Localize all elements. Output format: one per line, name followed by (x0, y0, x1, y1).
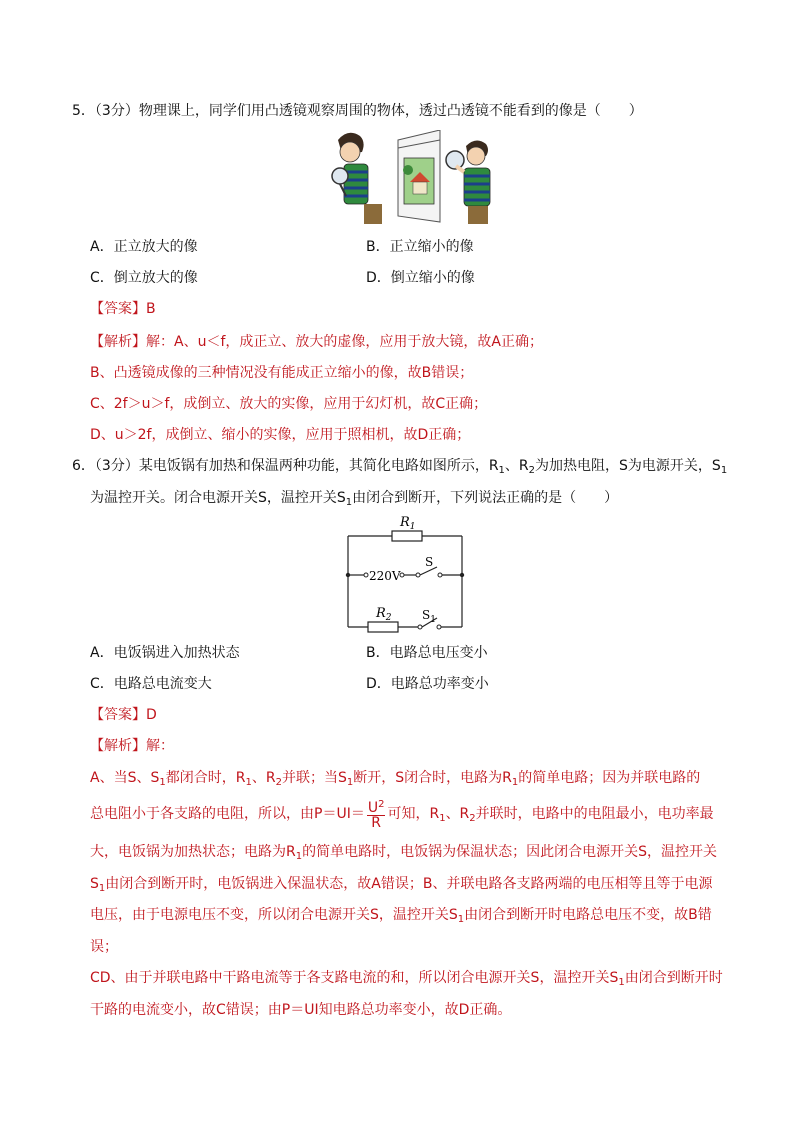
q6-stem-part: 为加热电阻，S为电源开关，S (535, 458, 721, 474)
q6-analysis-line-5 (90, 905, 712, 930)
subscript: 1 (511, 777, 519, 788)
label-s1: $S_1$ (422, 608, 436, 625)
q6-text: 的简单电路；因为并联电路的 (518, 770, 701, 786)
subscript: 1 (295, 851, 303, 862)
q6-text: 并联时，电路中的电阻最小，电功率最 (475, 806, 714, 822)
subscript: 2 (469, 813, 476, 824)
q6-stem-part: 由闭合到断开，下列说法正确的是（ ） (352, 490, 619, 506)
window (398, 130, 440, 222)
power-formula-fraction (367, 798, 386, 830)
q6-text: S (90, 876, 99, 892)
q5-analysis-3: C、2f＞u＞f，成倒立、放大的实像，应用于幻灯机，故C正确； (90, 396, 488, 412)
frac-exponent: 2 (378, 799, 385, 810)
q6-option-a: A．电饭锅进入加热状态 (90, 645, 240, 661)
label-r2: $R_2$ (376, 606, 392, 623)
q6-text: 由闭合到断开时电路总电压不变，故B错 (464, 907, 712, 923)
subscript: 1 (245, 777, 252, 788)
q6-analysis-line-8: 干路的电流变小，故C错误；由P＝UI知电路总功率变小，故D正确。 (90, 1002, 512, 1018)
subscript: 1 (618, 977, 625, 988)
q6-text: 、R (445, 806, 470, 822)
q6-text: 总电阻小于各支路的电阻，所以，由P＝UI＝ (90, 806, 365, 822)
q6-text: 的简单电路时，电饭锅为保温状态；因此闭合电源开关S，温控开关 (302, 844, 717, 860)
subscript: 1 (457, 914, 465, 925)
q6-text: 大，电饭锅为加热状态；电路为R (90, 844, 296, 860)
subscript: 1 (498, 465, 505, 476)
subscript: 2 (275, 777, 282, 788)
q6-stem-part: 为温控开关。闭合电源开关S，温控开关S (90, 490, 346, 506)
q6-text: 电压，由于电源电压不变，所以闭合电源开关S，温控开关S (90, 907, 458, 923)
subscript: 2 (528, 465, 536, 476)
q6-text: 由闭合到断开时 (624, 970, 723, 986)
resistor-r1 (392, 531, 422, 541)
q6-analysis-line-3 (90, 842, 717, 867)
subscript: 1 (346, 777, 354, 788)
q6-text: 可知，R (387, 806, 440, 822)
q6-stem-part: 、R (504, 458, 529, 474)
subscript: 1 (439, 813, 446, 824)
q5-analysis-label: 【解析】 (90, 334, 146, 350)
q5-answer-value: B (146, 301, 156, 317)
q6-analysis-head-text: 解： (146, 738, 174, 754)
q6-text: CD、由于并联电路中干路电流等于各支路电流的和，所以闭合电源开关S，温控开关S (90, 970, 619, 986)
q6-option-b: B．电路总电压变小 (366, 645, 488, 661)
q6-text: 断开，S闭合时，电路为R (353, 770, 512, 786)
circuit-diagram (340, 510, 470, 635)
q6-stem-line-1 (72, 456, 727, 481)
q6-text: A、当S、S (90, 770, 160, 786)
q5-option-d: D．倒立缩小的像 (366, 270, 475, 286)
q6-text: 由闭合到断开时，电饭锅进入保温状态，故A错误；B、并联电路各支路两端的电压相等且等于电源 (105, 876, 713, 892)
label-r1: $R_1$ (400, 515, 416, 532)
q6-text: 并联；当S (281, 770, 347, 786)
q6-analysis-line-2 (90, 796, 714, 837)
q6-text: 都闭合时，R (165, 770, 246, 786)
frac-denominator: R (371, 815, 381, 831)
q5-option-c: C．倒立放大的像 (90, 270, 198, 286)
q5-option-b: B．正立缩小的像 (366, 239, 474, 255)
q5-analysis-1 (90, 332, 543, 352)
q5-answer-label: 【答案】 (90, 301, 146, 317)
label-s: S (425, 555, 434, 569)
subscript: 1 (159, 777, 166, 788)
q6-text: 、R (251, 770, 276, 786)
q6-option-d: D．电路总功率变小 (366, 676, 489, 692)
q6-analysis-head (90, 736, 174, 756)
q6-analysis-label: 【解析】 (90, 738, 146, 754)
q6-answer-value: D (146, 707, 157, 723)
subscript: 1 (98, 883, 106, 894)
lens-illustration (330, 130, 500, 230)
q6-analysis-line-7 (90, 968, 723, 993)
q6-option-c: C．电路总电流变大 (90, 676, 212, 692)
q5-option-a: A．正立放大的像 (90, 239, 198, 255)
label-source: 220V (369, 569, 401, 583)
resistor-r2 (368, 622, 398, 632)
q6-analysis-line-4 (90, 874, 712, 899)
q6-stem-part: 6．（3分）某电饭锅有加热和保温两种功能，其简化电路如图所示，R (72, 458, 499, 474)
q5-analysis-2: B、凸透镜成像的三种情况没有能成正立缩小的像，故B错误； (90, 365, 474, 381)
student-right (446, 140, 490, 224)
q5-stem: 5．（3分）物理课上，同学们用凸透镜观察周围的物体，透过凸透镜不能看到的像是（ ） (72, 103, 643, 119)
subscript: 1 (345, 497, 353, 508)
q5-analysis-4: D、u＞2f，成倒立、缩小的实像，应用于照相机，故D正确； (90, 427, 471, 443)
student-left (332, 133, 382, 224)
subscript: 1 (720, 465, 728, 476)
q6-answer (90, 705, 157, 725)
q6-analysis-line-6: 误； (90, 939, 118, 955)
frac-numerator: U (367, 800, 379, 816)
q6-analysis-line-1 (90, 768, 700, 793)
q5-analysis-text: 解：A、u＜f，成正立、放大的虚像，应用于放大镜，故A正确； (146, 334, 543, 350)
q6-answer-label: 【答案】 (90, 707, 146, 723)
q5-answer (90, 299, 156, 319)
